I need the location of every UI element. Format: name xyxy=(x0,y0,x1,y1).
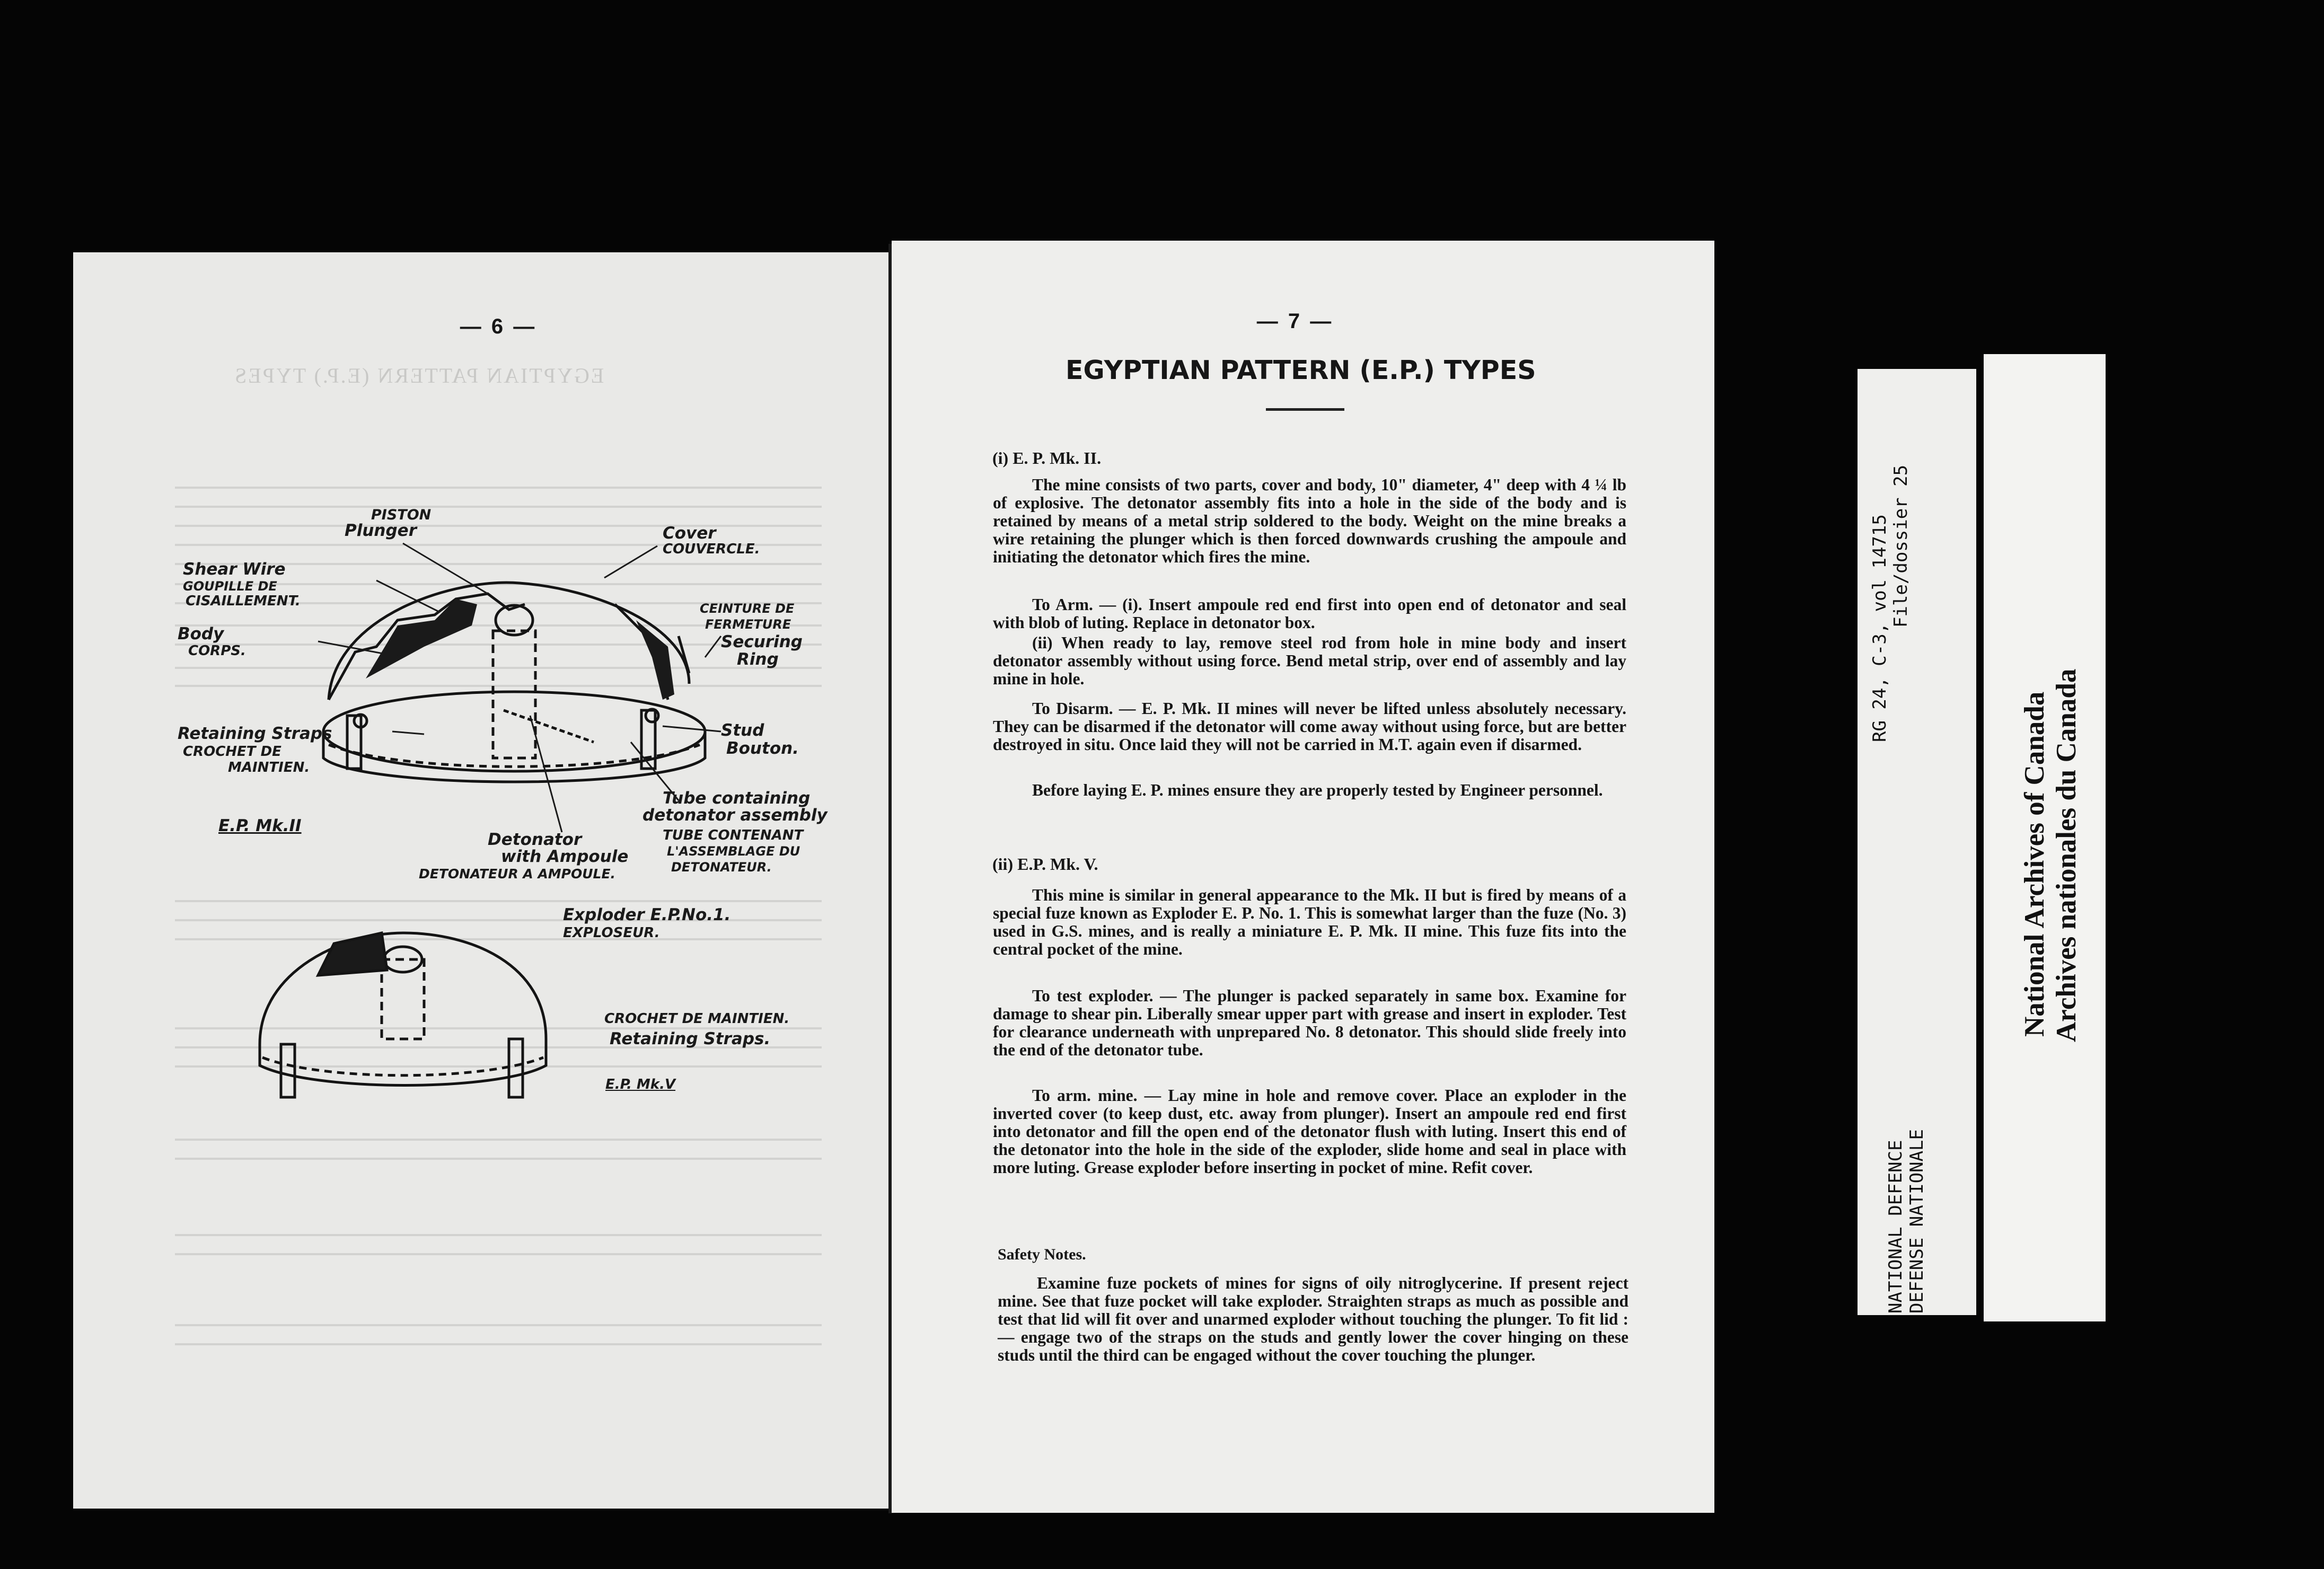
test-text: — The plunger is packed separately in same box. Examine for damage to shear pin. Liberally smear upper part with grease and insert in exploder. Test for clearance underneath with unprepared No. 8 detonator. This should slide freely into the end of the detonator tube. xyxy=(993,986,1626,1059)
section-mk2-arm xyxy=(993,596,1626,688)
section-mk5-test xyxy=(993,987,1626,1059)
label-ceinture: CEINTURE DE xyxy=(700,601,795,616)
label-goupille: GOUPILLE DE xyxy=(183,579,277,594)
caption-mk5: E.P. Mk.V xyxy=(605,1077,676,1092)
label-shear-wire: Shear Wire xyxy=(183,560,286,579)
label-couvercle: COUVERCLE. xyxy=(663,541,760,557)
archive-card-english: National Archives of Canada xyxy=(2019,691,2050,1037)
test-label: To test exploder. xyxy=(1032,986,1154,1005)
page-number-right: — 7 — xyxy=(1256,310,1334,333)
label-detonateur: DETONATEUR. xyxy=(671,860,772,875)
arm-mine-text: — Lay mine in hole and remove cover. Place an exploder in the inverted cover (to keep dust, etc. away from plunger). Insert an ampoule red end first into detonator and fill the open end of the detonator flush with luting. Insert this end of the detonator into the hole in the side of the exploder, slide home and seal in place with more luting. Grease exploder before inserting in pocket of mine. Refit cover. xyxy=(993,1086,1626,1177)
label-bouton: Bouton. xyxy=(726,739,799,758)
paragraph xyxy=(993,596,1626,632)
section-mk5-description xyxy=(993,886,1626,958)
archive-card-french: Archives nationales du Canada xyxy=(2051,668,2082,1042)
label-detonator-assembly: detonator assembly xyxy=(642,806,828,825)
section-heading-mk5: (ii) E.P. Mk. V. xyxy=(992,854,1098,874)
label-tube-containing: Tube containing xyxy=(663,789,811,808)
archive-reference-line1: RG 24, C-3, vol 14715 xyxy=(1869,514,1890,742)
paragraph: This mine is similar in general appearance to the Mk. II but is fired by means of a special fuze known as Exploder E. P. No. 1. This is somewhat larger than the fuze (No. 3) used in G.S. mines, and is really a miniature E. P. Mk. II mine. This fuze fits into the central pocket of the mine. xyxy=(993,886,1626,958)
label-exploseur: EXPLOSEUR. xyxy=(563,925,660,941)
label-fermeture: FERMETURE xyxy=(705,617,791,632)
label-assemblage: L'ASSEMBLAGE DU xyxy=(667,844,800,859)
paragraph xyxy=(993,987,1626,1059)
paragraph xyxy=(993,1087,1626,1177)
label-plunger: Plunger xyxy=(345,521,417,540)
section-mk2-description xyxy=(993,476,1626,566)
label-crochet-de-maintien: CROCHET DE MAINTIEN. xyxy=(604,1011,790,1027)
label-ring: Ring xyxy=(737,650,779,669)
arm-text: — (i). Insert ampoule red end first into open end of detonator and seal with blob of luting. Replace in detonator box. xyxy=(993,595,1627,632)
page-title: EGYPTIAN PATTERN (E.P.) TYPES xyxy=(1066,355,1536,385)
label-crochet-de: CROCHET DE xyxy=(183,744,281,760)
disarm-text: — E. P. Mk. II mines will never be lifted unless absolutely necessary. They can be disarmed if the detonator will come away without using force, but are better destroyed in situ. Once laid they will not be carried in M.T. again even if disarmed. xyxy=(993,699,1626,754)
arm-mine-label: To arm. mine. xyxy=(1032,1086,1138,1105)
label-stud: Stud xyxy=(721,721,764,740)
paragraph xyxy=(993,700,1626,754)
label-body: Body xyxy=(178,624,224,644)
label-tube-contenant: TUBE CONTENANT xyxy=(663,827,804,843)
label-corps: CORPS. xyxy=(188,643,246,659)
page-number-left: — 6 — xyxy=(460,315,537,338)
label-detonator: Detonator xyxy=(488,830,582,849)
section-heading-mk2: (i) E. P. Mk. II. xyxy=(992,448,1102,468)
label-exploder: Exploder E.P.No.1. xyxy=(563,905,731,924)
paragraph: The mine consists of two parts, cover and body, 10" diameter, 4" deep with 4 ¼ lb of explosive. The detonator assembly fits into a hole in the side of the body and is retained by means of a metal strip soldered to the body. Weight on the mine breaks a wire retaining the plunger which is then forced downwards crushing the ampoule and initiating the detonator which fires the mine. xyxy=(993,475,1626,566)
label-detonateur-ampoule: DETONATEUR A AMPOULE. xyxy=(419,866,616,882)
label-maintien: MAINTIEN. xyxy=(228,760,310,775)
section-mk5-arm xyxy=(993,1087,1626,1177)
label-cover: Cover xyxy=(663,524,716,543)
paragraph: (ii) When ready to lay, remove steel rod from hole in mine body and insert detonator assembly without using force. Bend metal strip, over end of assembly and lay mine in hole. xyxy=(993,633,1626,688)
label-retaining-straps: Retaining Straps xyxy=(178,724,332,743)
archive-reference-line2: File/dossier 25 xyxy=(1890,464,1912,628)
title-rule xyxy=(1266,408,1344,411)
caption-mk2: E.P. Mk.II xyxy=(218,816,302,835)
archive-reference-line4: DEFENSE NATIONALE xyxy=(1906,1129,1927,1314)
label-piston: PISTON xyxy=(371,507,432,523)
label-securing: Securing xyxy=(721,632,803,651)
safety-heading: Safety Notes. xyxy=(998,1246,1086,1263)
leader-lines-mk2 xyxy=(265,530,848,901)
warning: Before laying E. P. mines ensure they are properly tested by Engineer personnel. xyxy=(1032,781,1603,799)
arm-label: To Arm. xyxy=(1032,595,1093,614)
section-mk2-disarm xyxy=(993,700,1626,754)
paragraph: Examine fuze pockets of mines for signs of oily nitroglycerine. If present reject mine. See that fuze pocket will take exploder. Straighten straps as much as possible and test that lid will fit over and unarmed exploder without touching the plunger. To fit lid : — engage two of the straps on the studs and gently lower the cover hinging on these studs until the third can be engaged without the cover touching the plunger. xyxy=(998,1274,1628,1364)
label-cisaillement: CISAILLEMENT. xyxy=(186,593,301,609)
safety-notes xyxy=(998,1274,1628,1364)
section-mk2-warning xyxy=(993,781,1626,799)
bleed-through-text: EGYPTIAN PATTERN (E.P.) TYPES xyxy=(233,364,604,387)
archive-reference-line3: NATIONAL DEFENCE xyxy=(1885,1140,1906,1314)
disarm-label: To Disarm. xyxy=(1032,699,1113,718)
label-with-ampoule: with Ampoule xyxy=(501,847,629,866)
mine-mk5-drawing xyxy=(249,912,557,1124)
label-retaining-straps-mk5: Retaining Straps. xyxy=(610,1029,771,1048)
